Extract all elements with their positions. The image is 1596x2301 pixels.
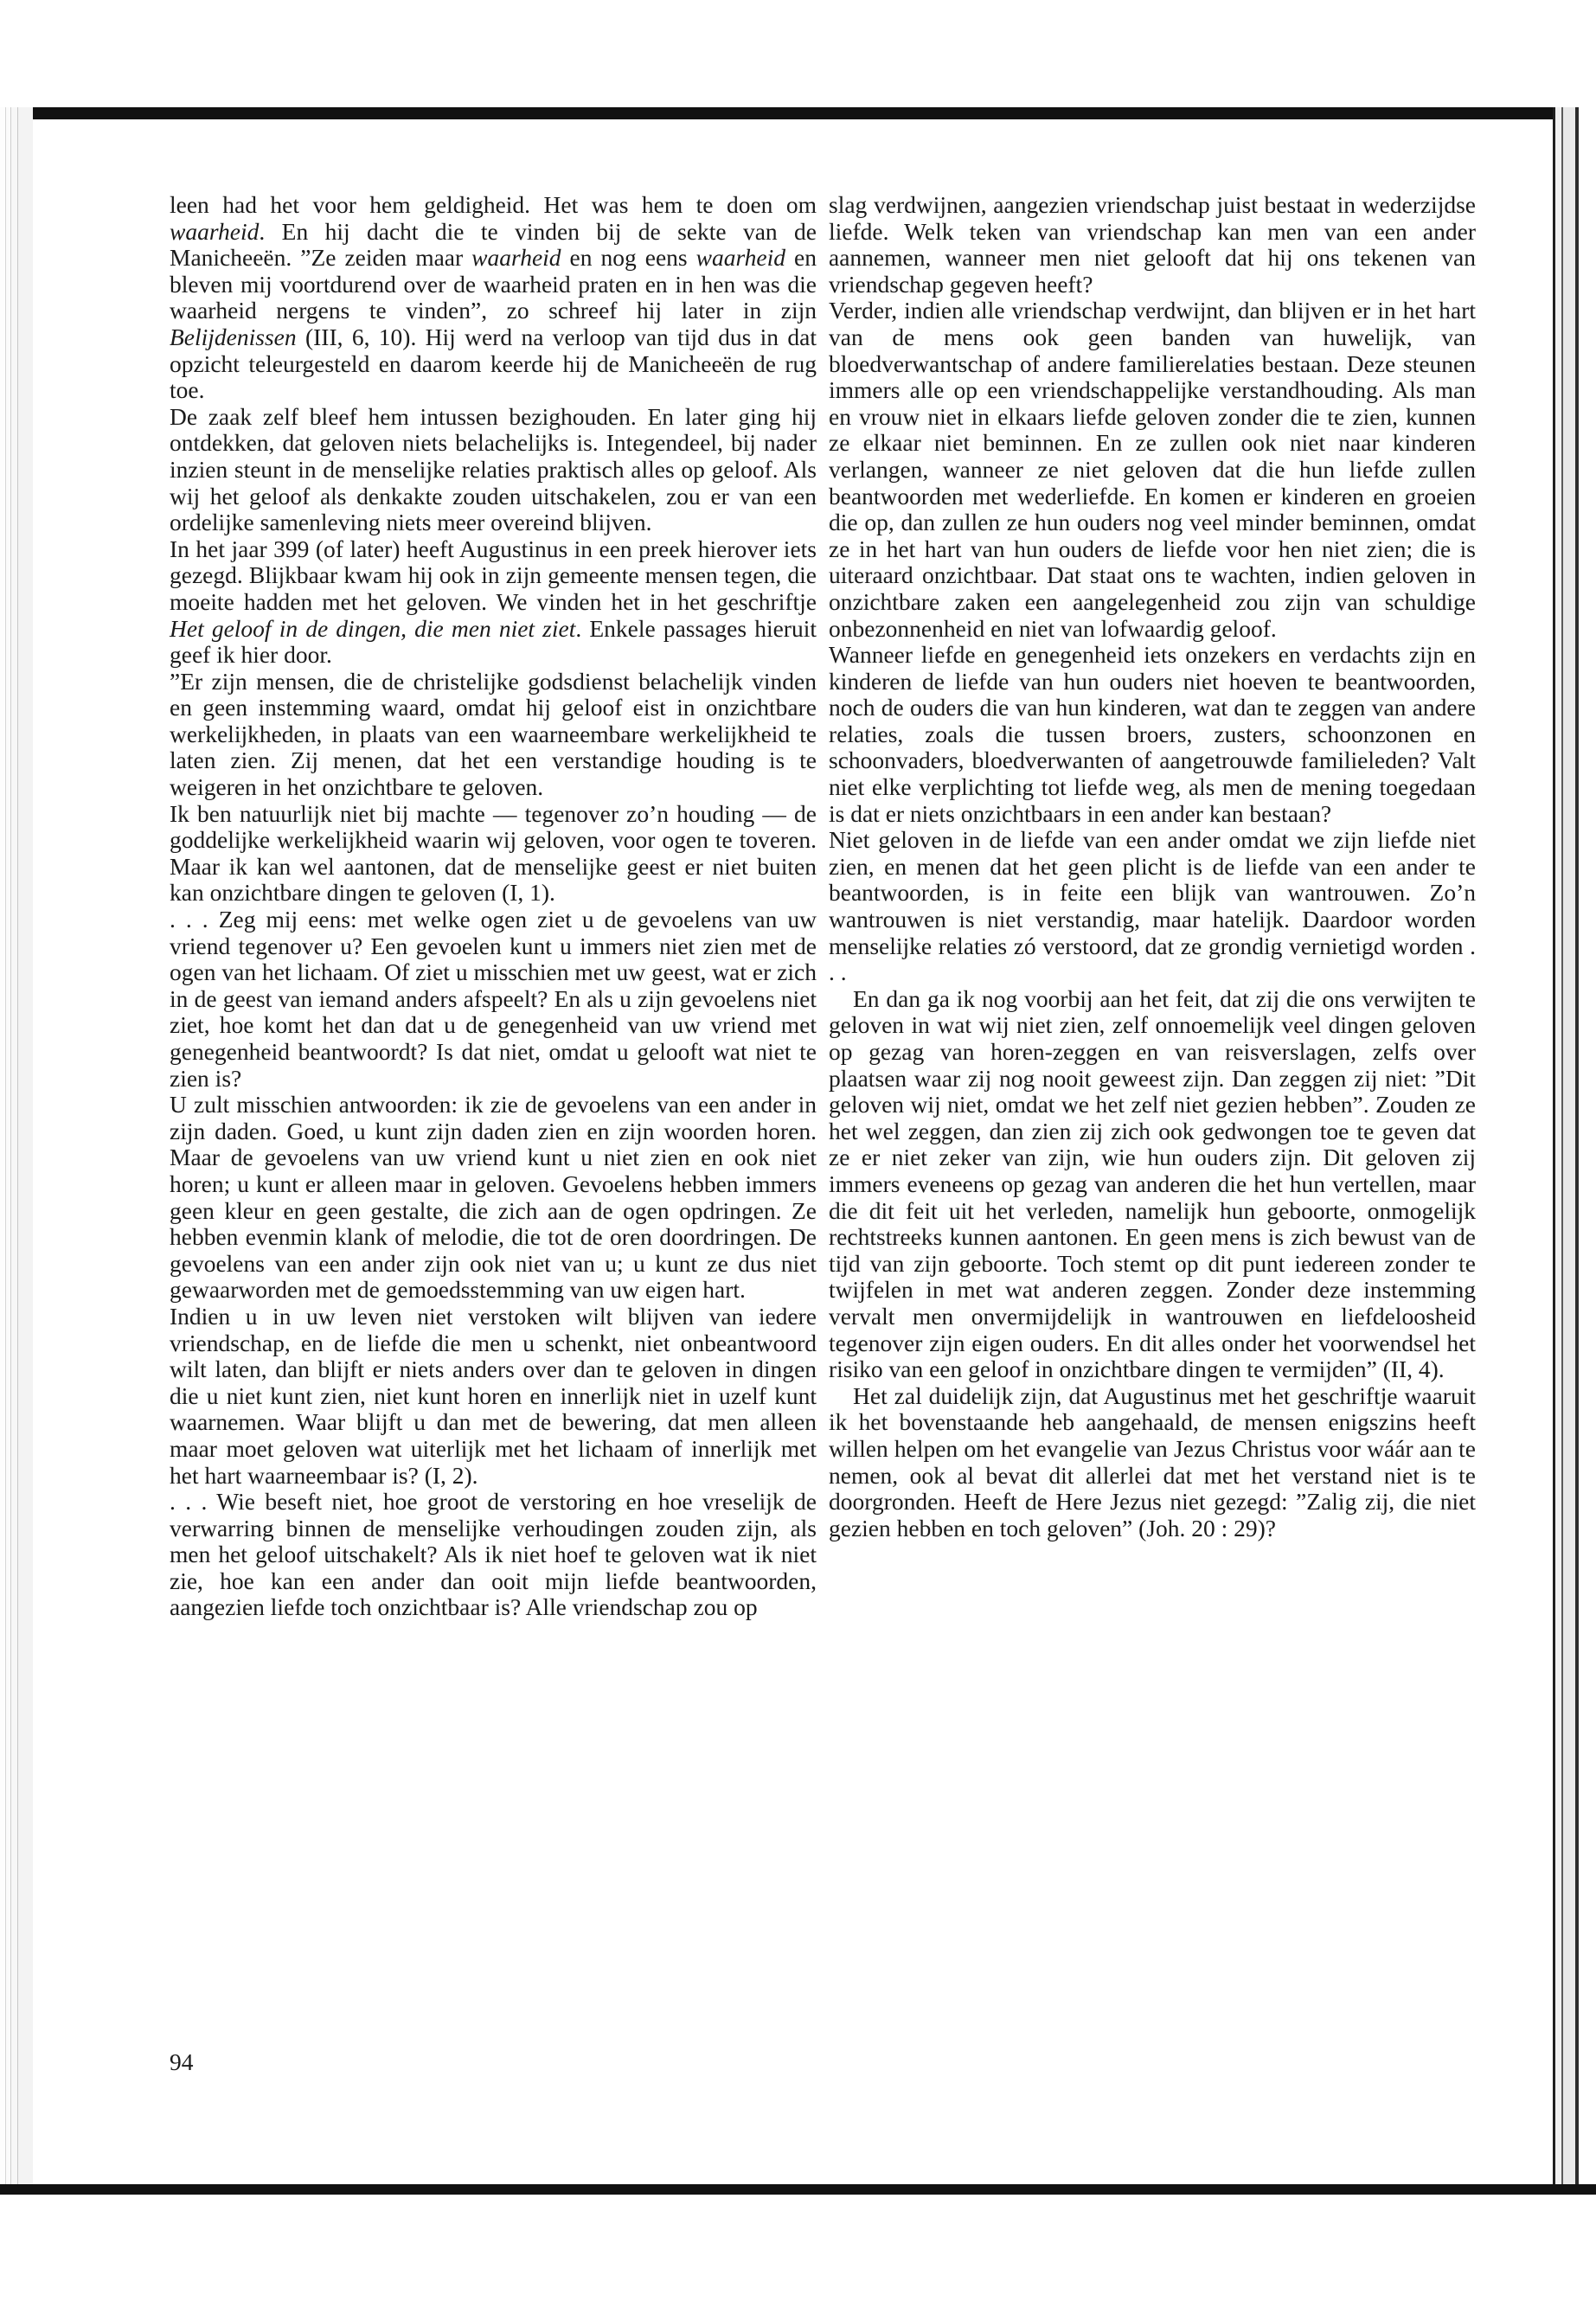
left-text-column [170, 192, 817, 1621]
book-edge-right [1553, 107, 1596, 2195]
right-column-paragraph: Niet geloven in de liefde van een ander omdat we zijn liefde niet zien, en menen dat het geen plicht is de liefde van een ander te beantwoorden, is in feite een blijk van wantrouwen. Zo’n wantrouwen is niet verstandig, maar hatelijk. Daardoor worden menselijke relaties zó verstoord, dat ze grondig vernietigd worden . . . [829, 826, 1476, 986]
book-edge-left [0, 107, 33, 2195]
right-column-paragraph: Verder, indien alle vriendschap verdwijnt, dan blijven er in het hart van de mens ook geen banden van huwelijk, van bloedverwantschap of andere familierelaties bestaan. Deze steunen immers alle op een vriendschappelijke verstandhouding. Als man en vrouw niet in elkaars liefde geloven zonder die te zien, kunnen ze elkaar niet beminnen. En ze zullen ook niet naar kinderen verlangen, wanneer ze niet geloven dat die hun liefde zullen beantwoorden met wederliefde. En komen er kinderen en groeien die op, dan zullen ze hun ouders nog veel minder beminnen, omdat ze in het hart van hun ouders de liefde voor hen niet zien; die is uiteraard onzichtbaar. Dat staat ons te wachten, indien geloven in onzichtbare zaken een aangelegenheid zou zijn van schuldige onbezonnenheid en niet van lofwaardig geloof. [829, 297, 1476, 642]
left-column-paragraph: Ik ben natuurlijk niet bij machte — tegenover zo’n houding — de goddelijke werkelijkheid waarin wij geloven, voor ogen te toveren. Maar ik kan wel aantonen, dat de menselijke geest er niet buiten kan onzichtbare dingen te geloven (I, 1). [170, 799, 817, 907]
left-column-paragraph: . . . Wie beseft niet, hoe groot de verstoring en hoe vreselijk de verwarring binnen de menselijke verhoudingen zouden zijn, als men het geloof uitschakelt? Als ik niet hoef te geloven wat ik niet zie, hoe kan een ander dan ooit mijn liefde beantwoorden, aangezien liefde toch onzichtbaar is? Alle vriendschap zou op [170, 1488, 817, 1621]
left-column-paragraph: De zaak zelf bleef hem intussen bezighouden. En later ging hij ontdekken, dat geloven niets belachelijks is. Integendeel, bij nader inzien steunt in de menselijke relaties praktisch alles op geloof. Als wij het geloof als denkakte zouden uitschakelen, zou er van een ordelijke samenleving niets meer overeind blijven. [170, 402, 817, 536]
page-number: 94 [170, 2048, 194, 2075]
left-column-paragraph: Indien u in uw leven niet verstoken wilt blijven van iedere vriendschap, en de liefde die men u schenkt, niet onbeantwoord wilt laten, dan blijft er niets anders over dan te geloven in dingen die u niet kunt zien, niet kunt horen en innerlijk niet in uzelf kunt waarnemen. Waar blijft u dan met de bewering, dat men alleen maar moet geloven wat uiterlijk met het lichaam of innerlijk met het hart waarneembaar is? (I, 2). [170, 1302, 817, 1489]
left-column-paragraph: . . . Zeg mij eens: met welke ogen ziet u de gevoelens van uw vriend tegenover u? Een gevoelen kunt u immers niet zien met de ogen van het lichaam. Of ziet u misschien met uw geest, wat er zich in de geest van iemand anders afspeelt? En als u zijn gevoelens niet ziet, hoe komt het dan dat u de genegenheid van uw vriend met genegenheid beantwoordt? Is dat niet, omdat u gelooft wat niet te zien is? [170, 906, 817, 1092]
right-text-column [829, 192, 1476, 1541]
right-column-paragraph: Het zal duidelijk zijn, dat Augustinus met het geschriftje waaruit ik het bovenstaande heb aangehaald, de mensen enigszins heeft willen helpen om het evangelie van Jezus Christus voor wáár aan te nemen, ook al bevat dit allerlei dat met het verstand niet is te doorgronden. Heeft de Here Jezus niet gezegd: ”Zalig zij, die niet gezien hebben en toch geloven” (Joh. 20 : 29)? [829, 1381, 1476, 1541]
left-column-paragraph: leen had het voor hem geldigheid. Het was hem te doen om waarheid. En hij dacht die te vinden bij de sekte van de Manicheeën. ”Ze zeiden maar waarheid en nog eens waarheid en bleven mij voortdurend over de waarheid praten en in hen was die waarheid nergens te vinden”, zo schreef hij later in zijn Belijdenissen (III, 6, 10). Hij werd na verloop van tijd dus in dat opzicht teleurgesteld en daarom keerde hij de Manicheeën de rug toe. [170, 191, 817, 404]
right-column-paragraph: En dan ga ik nog voorbij aan het feit, dat zij die ons verwijten te geloven in wat wij niet zien, zelf onnoemelijk veel dingen geloven op gezag van horen-zeggen en van reisverslagen, zelfs over plaatsen waar zij nog nooit geweest zijn. Dan zeggen zij niet: ”Dit geloven wij niet, omdat we het zelf niet gezien hebben”. Zouden ze het wel zeggen, dan zien zij zich ook gedwongen toe te geven dat ze er niet zeker van zijn, wie hun ouders zijn. Dit geloven zij immers eveneens op gezag van anderen die het hun vertellen, maar die dit feit uit het verleden, namelijk hun geboorte, onmogelijk rechtstreeks kunnen aantonen. En geen mens is zich bewust van de tijd van zijn geboorte. Toch stemt op dit punt iedereen zonder te twijfelen in met wat anderen zeggen. Zonder deze instemming vervalt men onvermijdelijk in wantrouwen en liefdeloosheid tegenover zijn eigen ouders. En dit alles onder het voorwendsel het risiko van een geloof in onzichtbare dingen te vermijden” (II, 4). [829, 984, 1476, 1383]
left-column-paragraph: ”Er zijn mensen, die de christelijke godsdienst belachelijk vinden en geen instemming waard, omdat hij geloof eist in onzichtbare werkelijkheden, in plaats van een waarneembare werkelijkheid te laten zien. Zij menen, dat het een verstandige houding is te weigeren in het onzichtbare te geloven. [170, 667, 817, 801]
scan-border-bottom [0, 2184, 1596, 2195]
right-column-paragraph: slag verdwijnen, aangezien vriendschap juist bestaat in wederzijdse liefde. Welk teken van vriendschap kan men van een ander aannemen, wanneer men niet gelooft dat hij ons tekenen van vriendschap gegeven heeft? [829, 191, 1476, 298]
left-column-paragraph: U zult misschien antwoorden: ik zie de gevoelens van een ander in zijn daden. Goed, u kunt zijn daden zien en zijn woorden horen. Maar de gevoelens van uw vriend kunt u niet zien en ook niet horen; u kunt er alleen maar in geloven. Gevoelens hebben immers geen kleur en geen gestalte, die zich aan de ogen opdringen. Ze hebben evenmin klank of melodie, die tot de oren doordringen. De gevoelens van een ander zijn ook niet van u; u kunt ze dus niet gewaarworden met de gemoedsstemming van uw eigen hart. [170, 1091, 817, 1304]
left-column-paragraph: In het jaar 399 (of later) heeft Augustinus in een preek hierover iets gezegd. Blijkbaar kwam hij ook in zijn gemeente mensen tegen, die moeite hadden met het geloven. We vinden het in het geschriftje Het geloof in de dingen, die men niet ziet. Enkele passages hieruit geef ik hier door. [170, 535, 817, 669]
scan-border-top [0, 107, 1596, 119]
right-column-paragraph: Wanneer liefde en genegenheid iets onzekers en verdachts zijn en kinderen de liefde van hun ouders niet hoeven te beantwoorden, noch de ouders die van hun kinderen, wat dan te zeggen van andere relaties, zoals die tussen broers, zusters, schoonzonen en schoonvaders, bloedverwanten of aangetrouwde familieleden? Valt niet elke verplichting tot liefde weg, als men de mening toegedaan is dat er niets onzichtbaars in een ander kan bestaan? [829, 641, 1476, 827]
